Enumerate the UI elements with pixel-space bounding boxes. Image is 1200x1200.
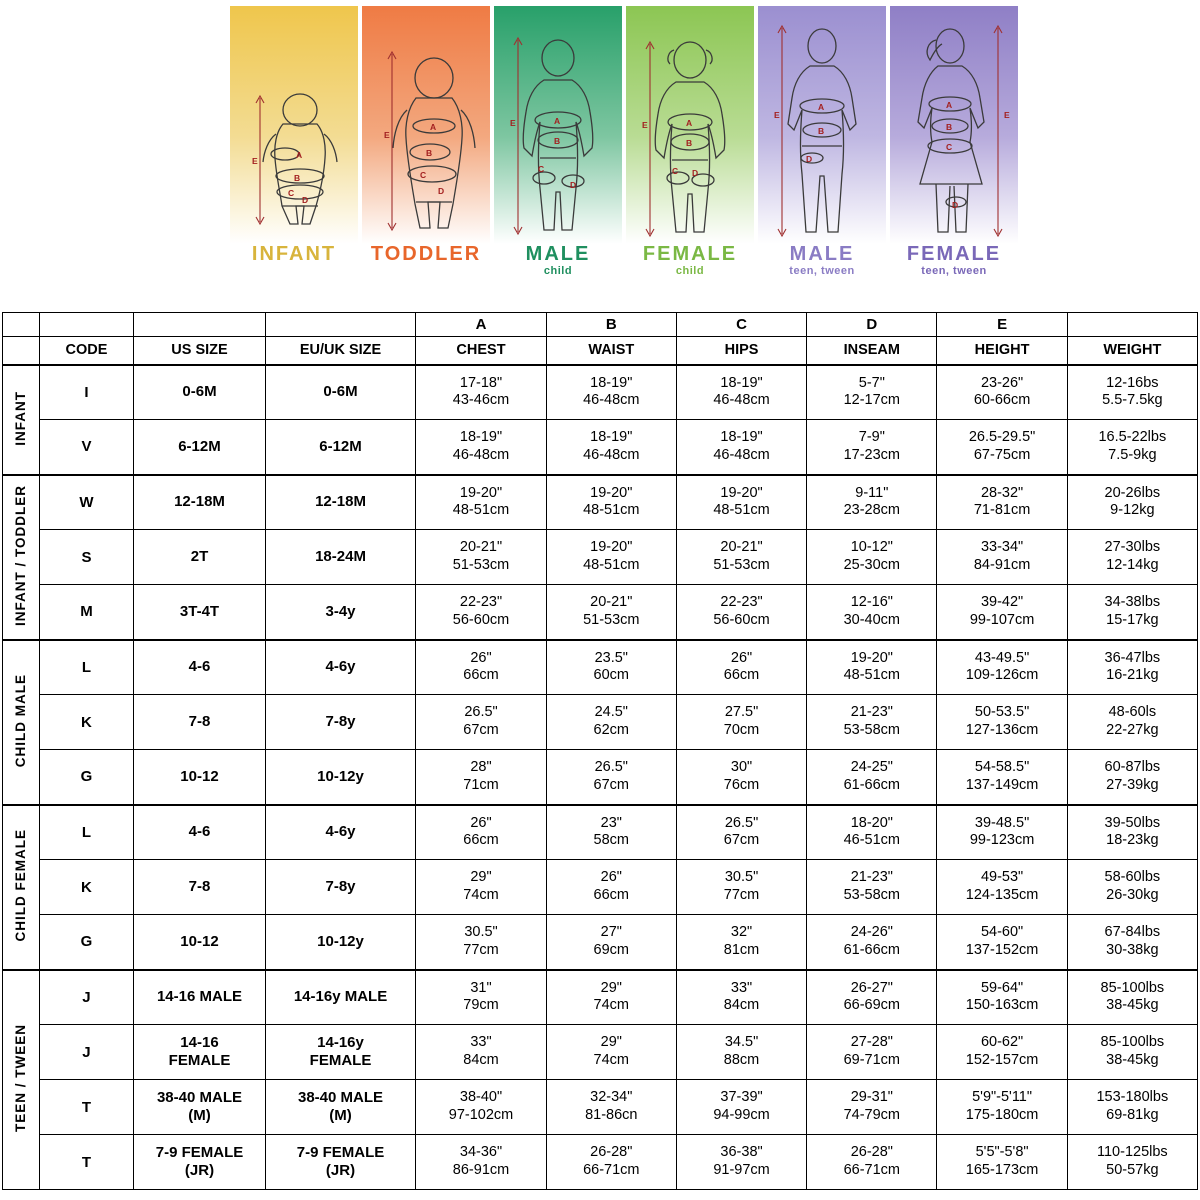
cell-waist: 20-21" 51-53cm [546, 585, 676, 640]
cell-weight: 16.5-22lbs 7.5-9kg [1067, 420, 1197, 475]
cell-hips: 19-20" 48-51cm [676, 475, 806, 530]
table-row [3, 365, 1198, 420]
cell-inseam: 26-27" 66-69cm [807, 970, 937, 1025]
cell-weight: 48-60ls 22-27kg [1067, 695, 1197, 750]
svg-text:B: B [686, 138, 693, 148]
group-label-teen-tween: TEEN / TWEEN [3, 970, 40, 1190]
cell-hips: 30" 76cm [676, 750, 806, 805]
cell-inseam: 21-23" 53-58cm [807, 860, 937, 915]
cell-chest: 19-20" 48-51cm [416, 475, 546, 530]
cell-height: 59-64" 150-163cm [937, 970, 1067, 1025]
cell-height: 23-26" 60-66cm [937, 365, 1067, 420]
cell-inseam: 29-31" 74-79cm [807, 1080, 937, 1135]
cell-weight: 36-47lbs 16-21kg [1067, 640, 1197, 695]
svg-text:E: E [384, 130, 390, 140]
letter-header-hips: C [676, 313, 806, 337]
svg-text:C: C [288, 188, 295, 198]
cell-code: T [39, 1080, 134, 1135]
cell-hips: 27.5" 70cm [676, 695, 806, 750]
figure-infant [230, 6, 358, 298]
table-row [3, 695, 1198, 750]
cell-inseam: 27-28" 69-71cm [807, 1025, 937, 1080]
figure-female-teen-illustration [890, 6, 1018, 244]
svg-text:D: D [438, 186, 445, 196]
cell-eu-size: 6-12M [265, 420, 416, 475]
figure-infant-label: INFANT [251, 243, 337, 265]
svg-text:C: C [672, 166, 679, 176]
table-row [3, 1025, 1198, 1080]
cell-hips: 22-23" 56-60cm [676, 585, 806, 640]
cell-waist: 23" 58cm [546, 805, 676, 860]
cell-eu-size: 3-4y [265, 585, 416, 640]
svg-text:C: C [538, 164, 545, 174]
svg-text:E: E [1004, 110, 1010, 120]
figure-female-child-label: FEMALE [642, 243, 738, 265]
table-row [3, 1135, 1198, 1190]
cell-inseam: 24-26" 61-66cm [807, 915, 937, 970]
cell-height: 26.5-29.5" 67-75cm [937, 420, 1067, 475]
figure-infant-caption [230, 244, 358, 266]
figure-male-teen-illustration [758, 6, 886, 244]
letter-header-cell [3, 313, 40, 337]
cell-height: 33-34" 84-91cm [937, 530, 1067, 585]
cell-eu-size: 4-6y [265, 640, 416, 695]
cell-height: 54-60" 137-152cm [937, 915, 1067, 970]
cell-inseam: 21-23" 53-58cm [807, 695, 937, 750]
figure-toddler [362, 6, 490, 298]
cell-waist: 24.5" 62cm [546, 695, 676, 750]
cell-chest: 31" 79cm [416, 970, 546, 1025]
figure-female-teen-caption [890, 244, 1018, 278]
cell-weight: 153-180lbs 69-81kg [1067, 1080, 1197, 1135]
cell-waist: 18-19" 46-48cm [546, 365, 676, 420]
figure-female-child-illustration [626, 6, 754, 244]
cell-code: G [39, 750, 134, 805]
cell-hips: 30.5" 77cm [676, 860, 806, 915]
cell-hips: 32" 81cm [676, 915, 806, 970]
letter-header-row [3, 313, 1198, 337]
cell-inseam: 7-9" 17-23cm [807, 420, 937, 475]
cell-eu-size: 7-9 FEMALE (JR) [265, 1135, 416, 1190]
cell-us-size: 7-9 FEMALE (JR) [134, 1135, 265, 1190]
svg-text:B: B [818, 126, 825, 136]
table-row [3, 915, 1198, 970]
figure-female-child [626, 6, 754, 298]
cell-inseam: 18-20" 46-51cm [807, 805, 937, 860]
column-header-height: HEIGHT [937, 337, 1067, 365]
cell-us-size: 7-8 [134, 695, 265, 750]
cell-inseam: 9-11" 23-28cm [807, 475, 937, 530]
cell-weight: 58-60lbs 26-30kg [1067, 860, 1197, 915]
cell-us-size: 14-16 MALE [134, 970, 265, 1025]
column-header-chest: CHEST [416, 337, 546, 365]
cell-weight: 110-125lbs 50-57kg [1067, 1135, 1197, 1190]
size-table-head [3, 313, 1198, 365]
cell-code: L [39, 805, 134, 860]
cell-chest: 38-40" 97-102cm [416, 1080, 546, 1135]
cell-waist: 19-20" 48-51cm [546, 530, 676, 585]
cell-code: M [39, 585, 134, 640]
cell-chest: 30.5" 77cm [416, 915, 546, 970]
cell-waist: 26" 66cm [546, 860, 676, 915]
cell-eu-size: 12-18M [265, 475, 416, 530]
cell-chest: 17-18" 43-46cm [416, 365, 546, 420]
svg-text:E: E [252, 156, 258, 166]
cell-chest: 26" 66cm [416, 805, 546, 860]
cell-height: 43-49.5" 109-126cm [937, 640, 1067, 695]
svg-text:D: D [952, 200, 959, 210]
cell-height: 5'5"-5'8" 165-173cm [937, 1135, 1067, 1190]
cell-eu-size: 10-12y [265, 915, 416, 970]
cell-code: S [39, 530, 134, 585]
figure-female-teen [890, 6, 1018, 298]
group-label-child-male: CHILD MALE [3, 640, 40, 805]
cell-us-size: 10-12 [134, 915, 265, 970]
cell-eu-size: 4-6y [265, 805, 416, 860]
cell-waist: 27" 69cm [546, 915, 676, 970]
cell-code: V [39, 420, 134, 475]
cell-weight: 34-38lbs 15-17kg [1067, 585, 1197, 640]
svg-text:B: B [554, 136, 561, 146]
svg-text:C: C [946, 142, 953, 152]
table-row [3, 750, 1198, 805]
figure-female-child-sublabel: child [675, 265, 705, 277]
column-header-row [3, 337, 1198, 365]
group-label-infant: INFANT [3, 365, 40, 475]
cell-waist: 29" 74cm [546, 1025, 676, 1080]
cell-chest: 34-36" 86-91cm [416, 1135, 546, 1190]
svg-text:A: A [430, 122, 437, 132]
cell-weight: 85-100lbs 38-45kg [1067, 1025, 1197, 1080]
letter-header-cell [39, 313, 134, 337]
size-table [2, 312, 1198, 1190]
cell-waist: 19-20" 48-51cm [546, 475, 676, 530]
letter-header-cell [1067, 313, 1197, 337]
table-row [3, 530, 1198, 585]
table-row [3, 805, 1198, 860]
cell-hips: 18-19" 46-48cm [676, 420, 806, 475]
column-header-code: CODE [39, 337, 134, 365]
svg-text:A: A [946, 100, 953, 110]
cell-weight: 67-84lbs 30-38kg [1067, 915, 1197, 970]
group-label-infant-toddler: INFANT / TODDLER [3, 475, 40, 640]
cell-us-size: 7-8 [134, 860, 265, 915]
svg-text:E: E [510, 118, 516, 128]
column-header-hips: HIPS [676, 337, 806, 365]
figure-strip [230, 6, 1020, 298]
size-table-body [3, 365, 1198, 1190]
cell-code: W [39, 475, 134, 530]
cell-us-size: 6-12M [134, 420, 265, 475]
figure-infant-illustration [230, 6, 358, 244]
column-header-us-size: US SIZE [134, 337, 265, 365]
figure-female-teen-sublabel: teen, tween [921, 265, 987, 277]
figure-male-child-label: MALE [525, 243, 591, 265]
group-label-child-female: CHILD FEMALE [3, 805, 40, 970]
cell-waist: 32-34" 81-86cn [546, 1080, 676, 1135]
svg-text:D: D [570, 180, 577, 190]
cell-code: I [39, 365, 134, 420]
figure-male-teen-caption [758, 244, 886, 278]
cell-weight: 20-26lbs 9-12kg [1067, 475, 1197, 530]
letter-header-cell [265, 313, 416, 337]
svg-text:A: A [554, 116, 561, 126]
cell-chest: 18-19" 46-48cm [416, 420, 546, 475]
cell-us-size: 12-18M [134, 475, 265, 530]
cell-height: 60-62" 152-157cm [937, 1025, 1067, 1080]
cell-us-size: 10-12 [134, 750, 265, 805]
svg-text:C: C [420, 170, 427, 180]
cell-us-size: 4-6 [134, 805, 265, 860]
figure-female-child-caption [626, 244, 754, 278]
cell-inseam: 19-20" 48-51cm [807, 640, 937, 695]
cell-code: K [39, 860, 134, 915]
cell-us-size: 14-16 FEMALE [134, 1025, 265, 1080]
cell-weight: 12-16bs 5.5-7.5kg [1067, 365, 1197, 420]
svg-text:A: A [296, 150, 303, 160]
svg-text:B: B [294, 173, 301, 183]
letter-header-inseam: D [807, 313, 937, 337]
cell-code: J [39, 970, 134, 1025]
svg-text:A: A [686, 118, 693, 128]
cell-chest: 29" 74cm [416, 860, 546, 915]
table-row [3, 420, 1198, 475]
cell-eu-size: 14-16y MALE [265, 970, 416, 1025]
cell-height: 5'9"-5'11" 175-180cm [937, 1080, 1067, 1135]
cell-inseam: 12-16" 30-40cm [807, 585, 937, 640]
cell-height: 28-32" 71-81cm [937, 475, 1067, 530]
svg-text:E: E [642, 120, 648, 130]
cell-eu-size: 38-40 MALE (M) [265, 1080, 416, 1135]
cell-us-size: 2T [134, 530, 265, 585]
cell-inseam: 24-25" 61-66cm [807, 750, 937, 805]
cell-height: 39-42" 99-107cm [937, 585, 1067, 640]
cell-waist: 26.5" 67cm [546, 750, 676, 805]
figure-female-teen-label: FEMALE [906, 243, 1002, 265]
cell-height: 49-53" 124-135cm [937, 860, 1067, 915]
cell-height: 39-48.5" 99-123cm [937, 805, 1067, 860]
cell-chest: 26" 66cm [416, 640, 546, 695]
cell-chest: 33" 84cm [416, 1025, 546, 1080]
cell-height: 50-53.5" 127-136cm [937, 695, 1067, 750]
cell-weight: 39-50lbs 18-23kg [1067, 805, 1197, 860]
letter-header-waist: B [546, 313, 676, 337]
cell-inseam: 5-7" 12-17cm [807, 365, 937, 420]
figure-male-child [494, 6, 622, 298]
letter-header-cell [134, 313, 265, 337]
figure-toddler-illustration [362, 6, 490, 244]
cell-chest: 20-21" 51-53cm [416, 530, 546, 585]
figure-male-child-sublabel: child [543, 265, 573, 277]
cell-inseam: 10-12" 25-30cm [807, 530, 937, 585]
table-row [3, 1080, 1198, 1135]
cell-eu-size: 7-8y [265, 695, 416, 750]
cell-hips: 18-19" 46-48cm [676, 365, 806, 420]
cell-hips: 34.5" 88cm [676, 1025, 806, 1080]
cell-waist: 26-28" 66-71cm [546, 1135, 676, 1190]
cell-eu-size: 7-8y [265, 860, 416, 915]
figure-male-teen-label: MALE [789, 243, 855, 265]
cell-code: L [39, 640, 134, 695]
cell-us-size: 38-40 MALE (M) [134, 1080, 265, 1135]
cell-hips: 26.5" 67cm [676, 805, 806, 860]
svg-text:A: A [818, 102, 825, 112]
cell-chest: 28" 71cm [416, 750, 546, 805]
column-header-weight: WEIGHT [1067, 337, 1197, 365]
cell-hips: 20-21" 51-53cm [676, 530, 806, 585]
column-header-inseam: INSEAM [807, 337, 937, 365]
figure-male-teen [758, 6, 886, 298]
svg-text:D: D [302, 195, 309, 205]
figure-male-child-illustration [494, 6, 622, 244]
cell-code: K [39, 695, 134, 750]
svg-text:B: B [946, 122, 953, 132]
letter-header-chest: A [416, 313, 546, 337]
column-header-eu-uk-size: EU/UK SIZE [265, 337, 416, 365]
cell-chest: 22-23" 56-60cm [416, 585, 546, 640]
figure-male-child-caption [494, 244, 622, 278]
cell-eu-size: 0-6M [265, 365, 416, 420]
cell-hips: 33" 84cm [676, 970, 806, 1025]
svg-text:B: B [426, 148, 433, 158]
cell-code: G [39, 915, 134, 970]
column-header-group [3, 337, 40, 365]
figure-toddler-label: TODDLER [370, 243, 482, 265]
table-row [3, 640, 1198, 695]
svg-text:D: D [692, 168, 699, 178]
cell-us-size: 0-6M [134, 365, 265, 420]
cell-us-size: 4-6 [134, 640, 265, 695]
svg-text:E: E [774, 110, 780, 120]
table-row [3, 860, 1198, 915]
cell-hips: 37-39" 94-99cm [676, 1080, 806, 1135]
cell-weight: 85-100lbs 38-45kg [1067, 970, 1197, 1025]
table-row [3, 585, 1198, 640]
cell-code: J [39, 1025, 134, 1080]
cell-weight: 60-87lbs 27-39kg [1067, 750, 1197, 805]
cell-hips: 26" 66cm [676, 640, 806, 695]
figure-toddler-caption [362, 244, 490, 266]
cell-eu-size: 18-24M [265, 530, 416, 585]
cell-code: T [39, 1135, 134, 1190]
letter-header-height: E [937, 313, 1067, 337]
cell-waist: 18-19" 46-48cm [546, 420, 676, 475]
cell-hips: 36-38" 91-97cm [676, 1135, 806, 1190]
cell-chest: 26.5" 67cm [416, 695, 546, 750]
cell-eu-size: 10-12y [265, 750, 416, 805]
cell-weight: 27-30lbs 12-14kg [1067, 530, 1197, 585]
figure-male-teen-sublabel: teen, tween [789, 265, 855, 277]
cell-inseam: 26-28" 66-71cm [807, 1135, 937, 1190]
cell-height: 54-58.5" 137-149cm [937, 750, 1067, 805]
cell-waist: 29" 74cm [546, 970, 676, 1025]
column-header-waist: WAIST [546, 337, 676, 365]
cell-us-size: 3T-4T [134, 585, 265, 640]
cell-waist: 23.5" 60cm [546, 640, 676, 695]
table-row [3, 475, 1198, 530]
table-row [3, 970, 1198, 1025]
cell-eu-size: 14-16y FEMALE [265, 1025, 416, 1080]
svg-text:D: D [806, 154, 813, 164]
